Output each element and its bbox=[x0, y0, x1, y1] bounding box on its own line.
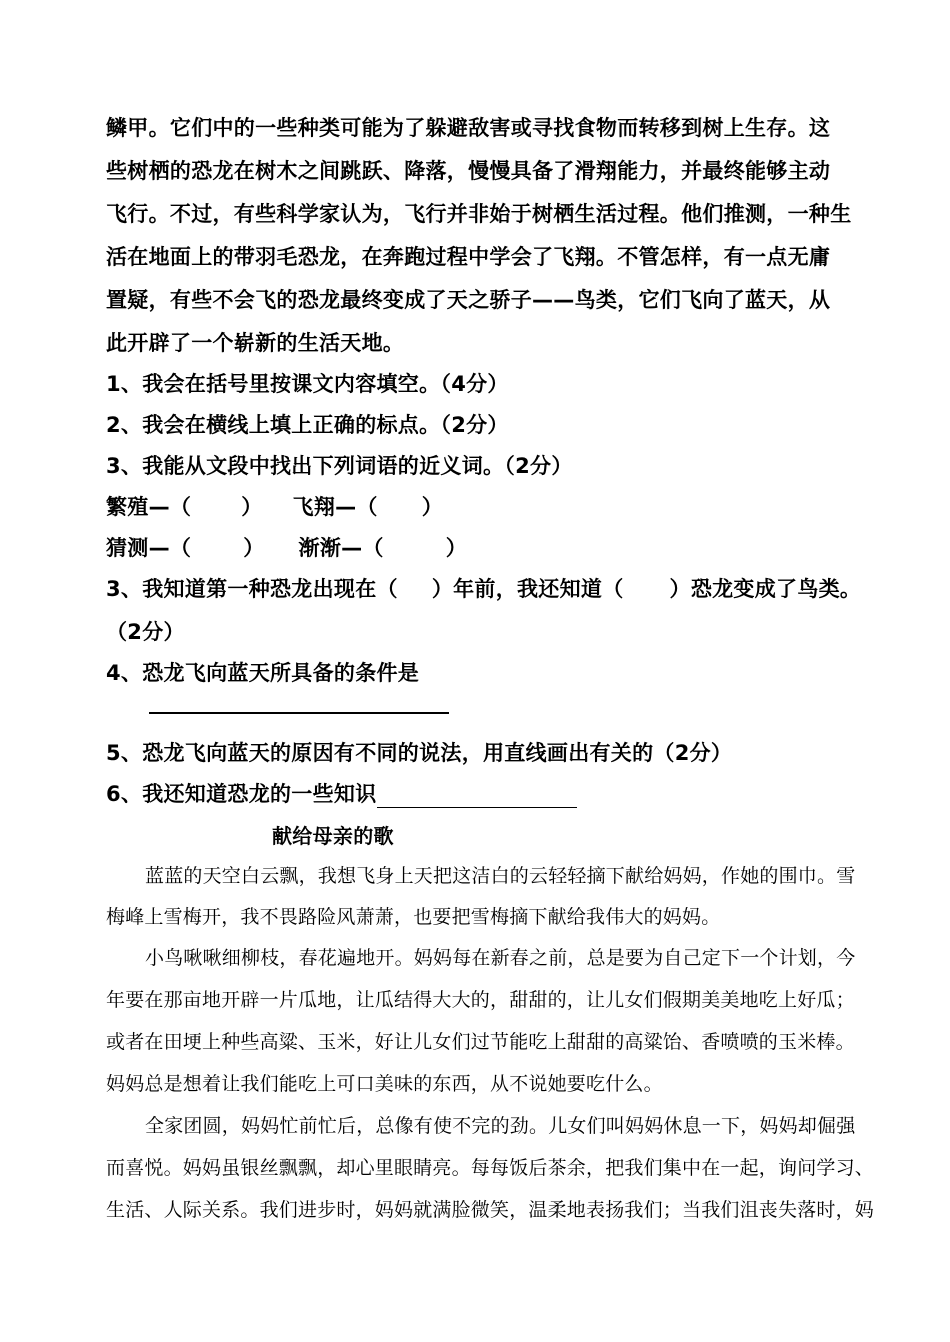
passage-line-4: 活在地面上的带羽毛恐龙，在奔跑过程中学会了飞翔。不管怎样，有一点无庸 bbox=[106, 245, 831, 269]
essay-line-4: 年要在那亩地开辟一片瓜地，让瓜结得大大的，甜甜的，让儿女们假期美美地吃上好瓜； bbox=[106, 989, 855, 1011]
synonym-label-feixiang: 飞翔—（ bbox=[292, 495, 378, 519]
answer-line-q4[interactable] bbox=[149, 712, 449, 714]
passage-line-6: 此开辟了一个崭新的生活天地。 bbox=[106, 331, 405, 355]
essay-line-5: 或者在田埂上种些高粱、玉米，好让儿女们过节能吃上甜甜的高粱饴、香喷喷的玉米棒。 bbox=[106, 1031, 855, 1053]
passage-line-1: 鳞甲。它们中的一些种类可能为了躲避敌害或寻找食物而转移到树上生存。这 bbox=[106, 116, 831, 140]
question-2: 2、我会在横线上填上正确的标点。（2分） bbox=[106, 413, 509, 437]
essay-line-1: 蓝蓝的天空白云飘，我想飞身上天把这洁白的云轻轻摘下献给妈妈，作她的围巾。雪 bbox=[145, 865, 856, 887]
essay-line-2: 梅峰上雪梅开，我不畏路险风萧萧，也要把雪梅摘下献给我伟大的妈妈。 bbox=[106, 906, 721, 928]
essay-line-7: 全家团圆，妈妈忙前忙后，总像有使不完的劲。儿女们叫妈妈休息一下，妈妈却倔强 bbox=[145, 1115, 856, 1137]
synonym-row-1: 繁殖—（ ） 飞翔—（ ） bbox=[106, 495, 444, 519]
question-3: 3、我能从文段中找出下列词语的近义词。（2分） bbox=[106, 454, 573, 478]
passage-line-3: 飞行。不过，有些科学家认为，飞行并非始于树栖生活过程。他们推测，一种生 bbox=[106, 202, 852, 226]
essay-line-8: 而喜悦。妈妈虽银丝飘飘，却心里眼睛亮。每每饭后茶余，把我们集中在一起，询问学习、 bbox=[106, 1157, 875, 1179]
synonym-row-2: 猜测—（ ） 渐渐—（ ） bbox=[106, 536, 468, 560]
synonym-label-fanzhi: 繁殖—（ bbox=[106, 495, 192, 519]
essay-line-3: 小鸟啾啾细柳枝，春花遍地开。妈妈每在新春之前，总是要为自己定下一个计划，今 bbox=[145, 947, 856, 969]
question-3b: 3、我知道第一种恐龙出现在（ ）年前，我还知道（ ）恐龙变成了鸟类。 bbox=[106, 577, 862, 601]
essay-title: 献给母亲的歌 bbox=[272, 824, 394, 848]
question-4: 4、恐龙飞向蓝天所具备的条件是 bbox=[106, 661, 420, 685]
passage-line-5: 置疑，有些不会飞的恐龙最终变成了天之骄子——鸟类，它们飞向了蓝天，从 bbox=[106, 288, 831, 312]
question-5: 5、恐龙飞向蓝天的原因有不同的说法，用直线画出有关的（2分） bbox=[106, 741, 733, 765]
question-6: 6、我还知道恐龙的一些知识 bbox=[106, 778, 577, 808]
passage-line-2: 些树栖的恐龙在树木之间跳跃、降落，慢慢具备了滑翔能力，并最终能够主动 bbox=[106, 159, 831, 183]
synonym-label-caice: 猜测—（ bbox=[106, 536, 192, 560]
synonym-label-jianjian: 渐渐—（ bbox=[298, 536, 384, 560]
essay-line-9: 生活、人际关系。我们进步时，妈妈就满脸微笑，温柔地表扬我们；当我们沮丧失落时，妈 bbox=[106, 1199, 875, 1221]
essay-line-6: 妈妈总是想着让我们能吃上可口美味的东西，从不说她要吃什么。 bbox=[106, 1073, 663, 1095]
answer-line-q6[interactable] bbox=[377, 805, 577, 808]
question-3b-score: （2分） bbox=[106, 620, 185, 644]
question-1: 1、我会在括号里按课文内容填空。（4分） bbox=[106, 372, 509, 396]
